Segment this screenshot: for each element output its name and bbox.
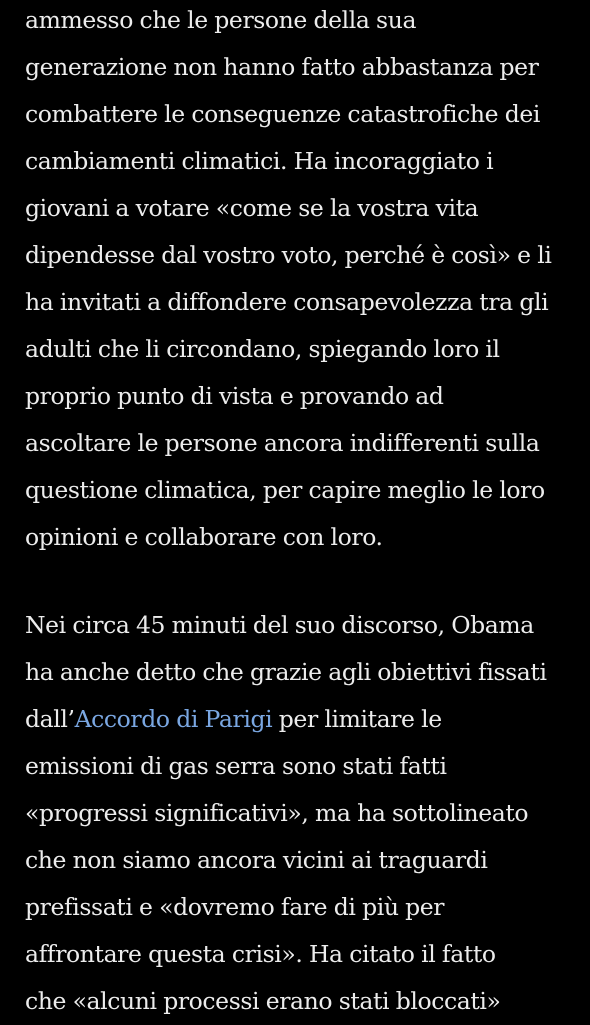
- paragraph-line: giovani a votare «come se la vostra vita: [25, 194, 479, 222]
- paragraph-line: opinioni e collaborare con loro.: [25, 523, 383, 551]
- paragraph-line: Nei circa 45 minuti del suo discorso, Obama: [25, 611, 534, 639]
- paragraph-line: ha invitati a diffondere consapevolezza tra gli: [25, 288, 549, 316]
- paragraph-line: cambiamenti climatici. Ha incoraggiato i: [25, 147, 494, 175]
- paragraph-line: emissioni di gas serra sono stati fatti: [25, 752, 447, 780]
- paragraph-line: dipendesse dal vostro voto, perché è così» e li: [25, 241, 552, 269]
- text-after-link: per limitare le: [272, 705, 442, 733]
- paragraph-line: proprio punto di vista e provando ad: [25, 382, 444, 410]
- paragraph-line: prefissati e «dovremo fare di più per: [25, 893, 445, 921]
- paragraph-line: che non siamo ancora vicini ai traguardi: [25, 846, 488, 874]
- paragraph-line: generazione non hanno fatto abbastanza per: [25, 53, 539, 81]
- paragraph-line-with-link: [25, 696, 442, 743]
- paragraph-line: combattere le conseguenze catastrofiche dei: [25, 100, 541, 128]
- paragraph-line: «progressi significativi», ma ha sottolineato: [25, 799, 529, 827]
- paragraph-line: che «alcuni processi erano stati bloccati»: [25, 987, 501, 1015]
- paragraph-line: ascoltare le persone ancora indifferenti sulla: [25, 429, 540, 457]
- paragraph-line: adulti che li circondano, spiegando loro il: [25, 335, 500, 363]
- text-before-link: dall’: [25, 705, 75, 733]
- paragraph-line: affrontare questa crisi». Ha citato il fatto: [25, 940, 496, 968]
- accordo-di-parigi-link[interactable]: Accordo di Parigi: [74, 705, 273, 733]
- paragraph-line: ha anche detto che grazie agli obiettivi fissati: [25, 658, 547, 686]
- paragraph-line: ammesso che le persone della sua: [25, 6, 417, 34]
- paragraph-line: questione climatica, per capire meglio le loro: [25, 476, 545, 504]
